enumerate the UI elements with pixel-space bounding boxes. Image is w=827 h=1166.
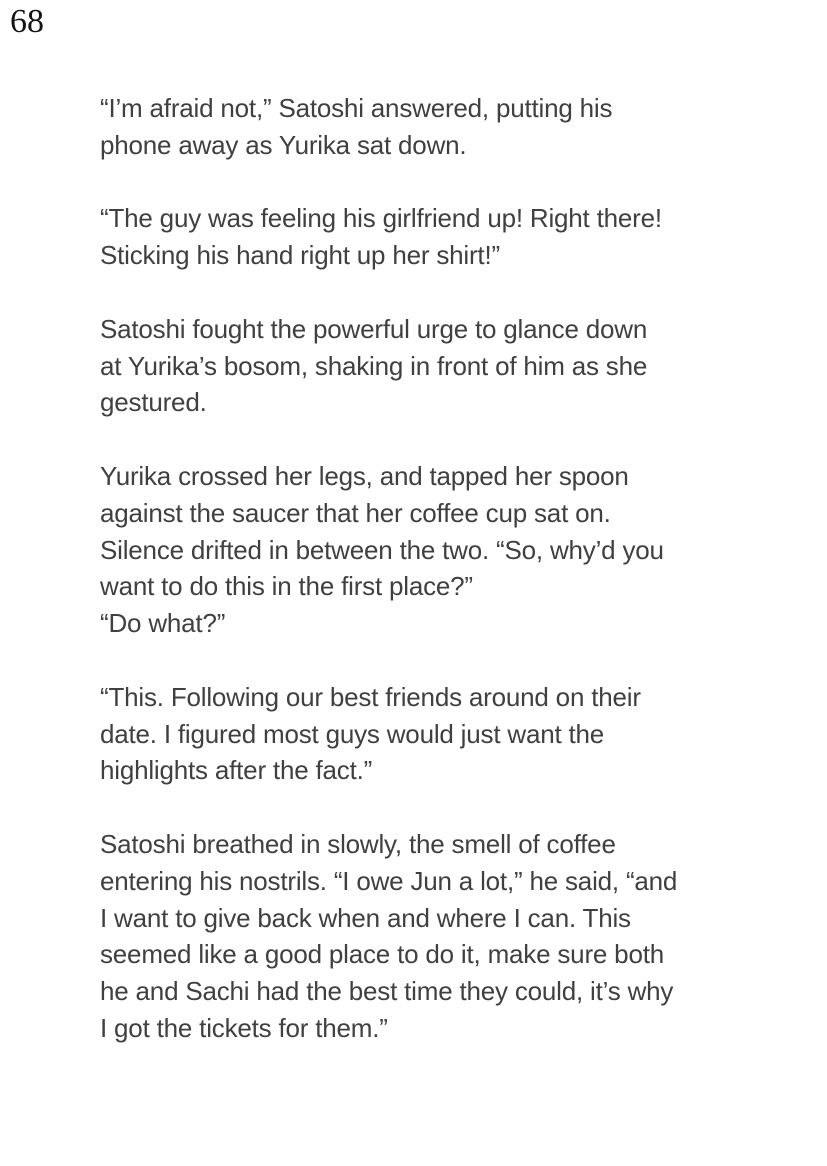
text-line: “Do what?” bbox=[100, 608, 226, 639]
text-line: highlights after the fact.” bbox=[100, 755, 373, 786]
text-line: Sticking his hand right up her shirt!” bbox=[100, 240, 500, 271]
text-line: “This. Following our best friends around on their bbox=[100, 681, 641, 712]
text-line: Satoshi fought the powerful urge to glance down bbox=[100, 313, 648, 344]
text-line: want to do this in the first place?” bbox=[100, 571, 473, 602]
text-line: Satoshi breathed in slowly, the smell of coffee bbox=[100, 828, 616, 859]
paragraph bbox=[100, 311, 760, 421]
paragraph bbox=[100, 458, 760, 642]
text-line: Silence drifted in between the two. “So, why’d you bbox=[100, 534, 664, 565]
paragraph bbox=[100, 826, 760, 1047]
text-line: I got the tickets for them.” bbox=[100, 1012, 388, 1043]
paragraph bbox=[100, 90, 760, 164]
text-line: I want to give back when and where I can. This bbox=[100, 902, 631, 933]
text-line: gestured. bbox=[100, 387, 207, 418]
story-text bbox=[100, 90, 760, 1047]
text-line: against the saucer that her coffee cup sat on. bbox=[100, 497, 611, 528]
text-line: at Yurika’s bosom, shaking in front of him as she bbox=[100, 350, 648, 381]
text-line: entering his nostrils. “I owe Jun a lot,” he said, “and bbox=[100, 865, 678, 896]
paragraph bbox=[100, 200, 760, 274]
text-line: he and Sachi had the best time they could, it’s why bbox=[100, 976, 674, 1007]
page-number: 68 bbox=[10, 3, 44, 40]
text-line: “The guy was feeling his girlfriend up! Right there! bbox=[100, 203, 662, 234]
text-line: date. I figured most guys would just want the bbox=[100, 718, 605, 749]
text-line: phone away as Yurika sat down. bbox=[100, 129, 467, 160]
paragraph bbox=[100, 679, 760, 789]
text-line: “I’m afraid not,” Satoshi answered, putting his bbox=[100, 93, 613, 123]
text-line: Yurika crossed her legs, and tapped her spoon bbox=[100, 460, 629, 491]
text-line: seemed like a good place to do it, make sure both bbox=[100, 939, 664, 970]
